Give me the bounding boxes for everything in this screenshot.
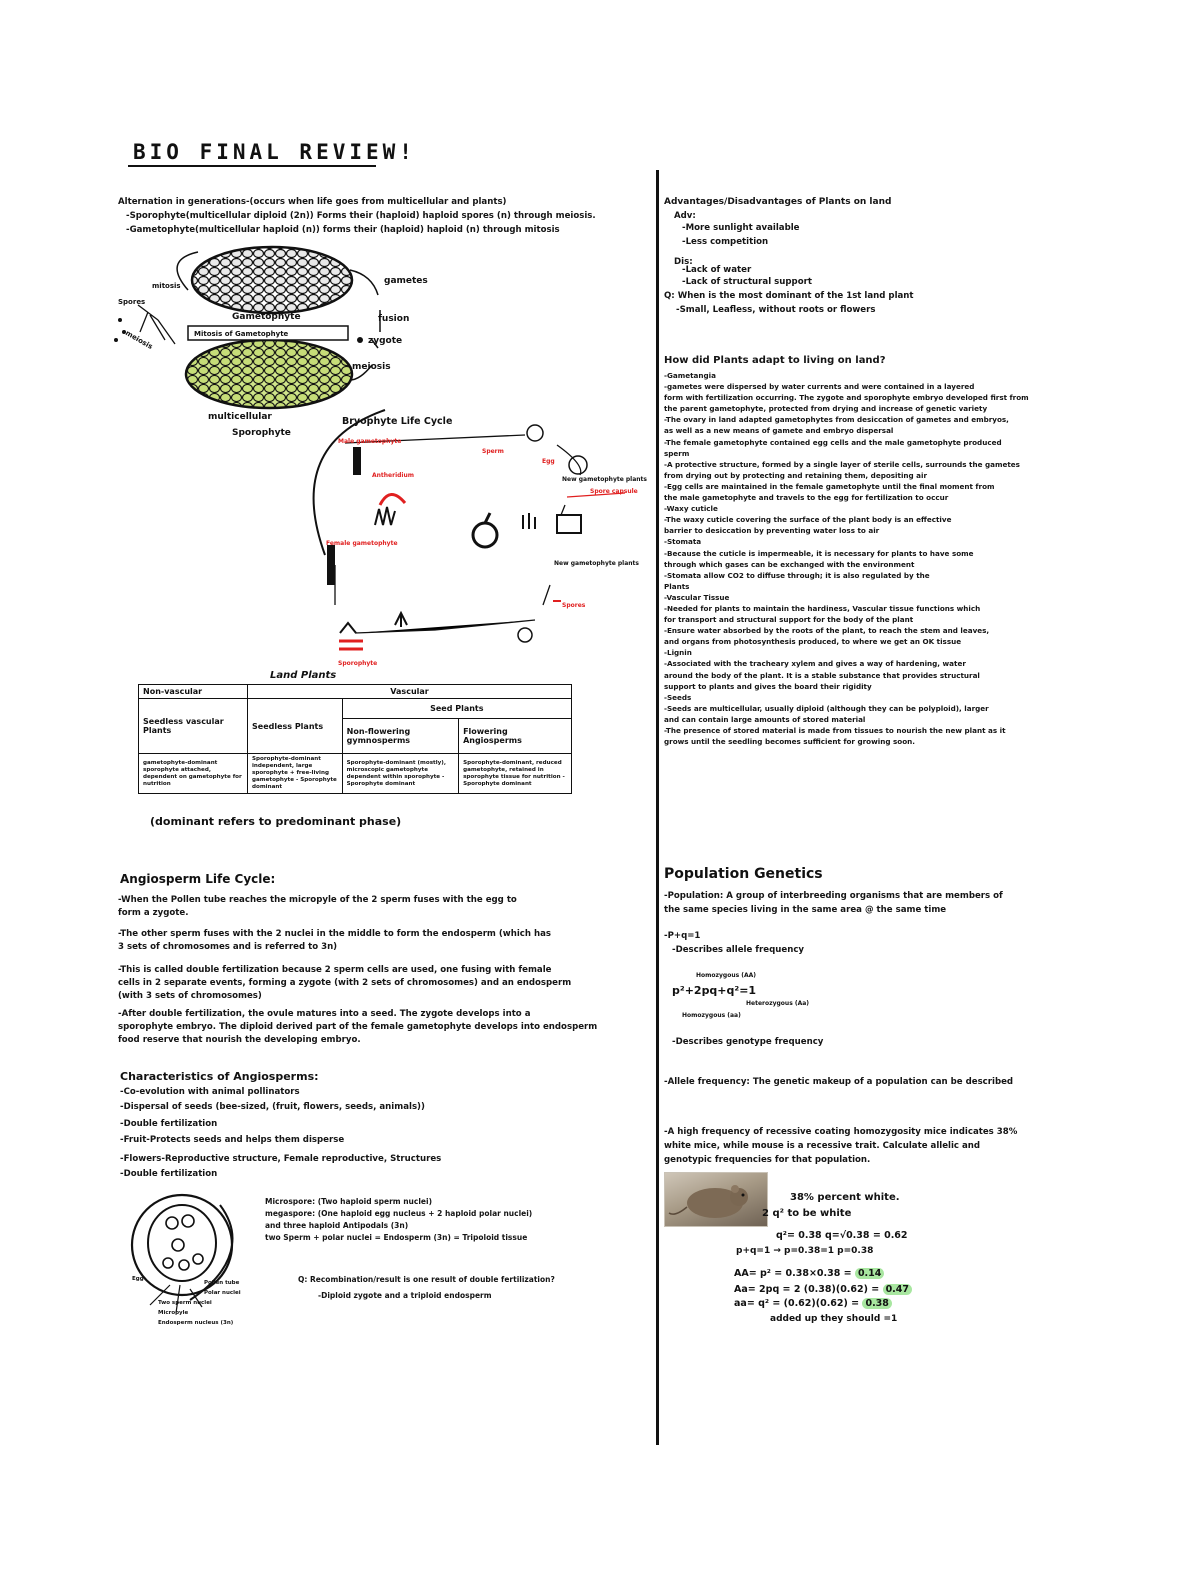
dis-label: Dis: (674, 257, 693, 267)
adapt-line: around the body of the plant. It is a stable substance that provides structural (664, 670, 980, 680)
ovule-label: Pollen tube (204, 1280, 240, 1286)
adv-question: Q: When is the most dominant of the 1st land plant (664, 291, 914, 301)
table-cell: Non-flowering gymnosperms (342, 719, 458, 754)
mouse-photo (664, 1172, 768, 1227)
sporophyte-label: Sporophyte (232, 428, 291, 438)
adv-item: -More sunlight available (682, 223, 800, 233)
popgen-genotype-freq: -Describes genotype frequency (672, 1037, 824, 1047)
adv-item: -Less competition (682, 237, 769, 247)
ovule-answer: -Diploid zygote and a triploid endosperm (318, 1291, 492, 1300)
ovule-note: megaspore: (One haploid egg nucleus + 2 haploid polar nuclei) (265, 1209, 533, 1218)
bryophyte-label: Female gametophyte (326, 540, 398, 547)
adapt-line: -The presence of stored material is made from tissues to nourish the new plant as it (664, 726, 1006, 735)
popgen-def: the same species living in the same area @ the same time (664, 905, 947, 915)
angiosperm-line: -This is called double fertilization because 2 sperm cells are used, one fusing with female (118, 965, 552, 975)
ovule-note: Microspore: (Two haploid sperm nuclei) (265, 1197, 432, 1206)
ovule-label: Endosperm nucleus (3n) (158, 1320, 234, 1326)
angiosperm-line: food reserve that nourish the developing embryo. (118, 1035, 361, 1045)
adapt-heading: How did Plants adapt to living on land? (664, 355, 886, 366)
dis-item: -Lack of water (682, 265, 752, 275)
adapt-line: -Lignin (664, 648, 692, 658)
table-header-vascular: Vascular (248, 685, 572, 699)
popgen-def: -Population: A group of interbreeding organisms that are members of (664, 891, 1003, 901)
adapt-line: as well as a new means of gamete and embryo dispersal (664, 426, 894, 436)
characteristics-line: -Double fertilization (120, 1119, 218, 1129)
table-header-seed-plants: Seed Plants (342, 699, 571, 719)
angiosperm-line: 3 sets of chromosomes and is referred to 3n) (118, 942, 338, 952)
adapt-line: Plants (664, 581, 690, 591)
work-aa-rec-text: aa= q² = (0.62)(0.62) = (734, 1298, 860, 1309)
bryophyte-label: Sporophyte (338, 660, 378, 667)
adapt-line: -Waxy cuticle (664, 504, 718, 514)
popgen-allele-freq: -Describes allele frequency (672, 945, 805, 955)
popgen-eq-right: Heterozygous (Aa) (746, 1000, 810, 1007)
bryophyte-label: New gametophyte plants (562, 476, 647, 483)
work-line: added up they should =1 (770, 1314, 898, 1324)
characteristics-line: -Dispersal of seeds (bee-sized, (fruit, flowers, seeds, animals)) (120, 1102, 425, 1112)
answer-highlight: 0.38 (862, 1298, 891, 1309)
answer-highlight: 0.47 (883, 1284, 912, 1295)
work-aa-het-text: Aa= 2pq = 2 (0.38)(0.62) = (734, 1284, 880, 1295)
adapt-line: -Seeds are multicellular, usually diploid (although they can be polyploid), larger (664, 703, 989, 713)
work-line (734, 1268, 884, 1279)
answer-highlight: 0.14 (855, 1268, 884, 1279)
popgen-pq: -P+q=1 (664, 931, 701, 941)
alternation-bullet: -Sporophyte(multicellular diploid (2n)) Forms their (haploid) haploid spores (n) through meiosis. (126, 211, 596, 221)
bryophyte-label: Sperm (482, 448, 504, 455)
popgen-problem: white mice, while mouse is a recessive trait. Calculate allelic and (664, 1141, 981, 1151)
popgen-allele-def: -Allele frequency: The genetic makeup of a population can be described (664, 1077, 1014, 1087)
adapt-line: -Vascular Tissue (664, 592, 730, 602)
fusion-label: fusion (378, 314, 410, 324)
table-note: (dominant refers to predominant phase) (150, 815, 402, 828)
popgen-problem: genotypic frequencies for that population. (664, 1155, 871, 1165)
adv-label: Adv: (674, 211, 696, 221)
work-aa-text: AA= p² = 0.38×0.38 = (734, 1268, 852, 1279)
adapt-line: support to plants and gives the board their rigidity (664, 681, 872, 691)
alternation-heading: Alternation in generations-(occurs when life goes from multicellular and plants) (118, 197, 507, 207)
ovule-note: and three haploid Antipodals (3n) (265, 1221, 409, 1230)
title-underline (128, 165, 376, 167)
work-line: p+q=1 → p=0.38=1 p=0.38 (736, 1246, 874, 1256)
adapt-line: the parent gametophyte, protected from drying and increase of genetic variety (664, 404, 988, 414)
table-cell: Seedless Plants (248, 699, 343, 754)
characteristics-line: -Fruit-Protects seeds and helps them disperse (120, 1135, 345, 1145)
characteristics-heading: Characteristics of Angiosperms: (120, 1070, 319, 1083)
characteristics-line: -Flowers-Reproductive structure, Female reproductive, Structures (120, 1154, 442, 1164)
adapt-line: -Because the cuticle is impermeable, it is necessary for plants to have some (664, 548, 974, 558)
popgen-equation: p²+2pq+q²=1 (672, 984, 757, 997)
adapt-line: -Ensure water absorbed by the roots of the plant, to reach the stem and leaves, (664, 626, 990, 636)
meiosis-right-label: meiosis (352, 362, 391, 372)
adapt-line: -The female gametophyte contained egg cells and the male gametophyte produced (664, 437, 1002, 447)
work-line: 38% percent white. (790, 1192, 900, 1203)
adapt-list (664, 370, 1084, 747)
work-line (734, 1298, 892, 1309)
ovule-label: Two sperm nuclei (158, 1300, 212, 1306)
table-cell: Seedless vascular Plants (139, 699, 248, 754)
adapt-line: for transport and structural support for the body of the plant (664, 615, 914, 625)
table-row-cell: Sporophyte-dominant independent, large sporophyte + free-living gametophyte - Sporophyte dominant (248, 754, 343, 794)
multicellular-label: multicellular (208, 412, 272, 422)
mitosis-label: mitosis (152, 282, 181, 290)
spores-label: Spores (118, 298, 146, 306)
adapt-line: -Seeds (664, 692, 692, 702)
land-plants-caption: Land Plants (270, 670, 337, 681)
page-title: BIO FINAL REVIEW! (133, 140, 416, 164)
angiosperm-line: (with 3 sets of chromosomes) (118, 991, 262, 1001)
adv-answer: -Small, Leafless, without roots or flowers (676, 305, 876, 315)
adapt-line: and organs from photosynthesis produced, to where we get an OK tissue (664, 637, 962, 647)
work-line: q²= 0.38 q=√0.38 = 0.62 (776, 1230, 908, 1241)
popgen-problem: -A high frequency of recessive coating homozygosity mice indicates 38% (664, 1127, 1018, 1137)
adapt-line: -The ovary in land adapted gametophytes from desiccation of gametes and embryos, (664, 415, 1009, 425)
angiosperm-heading: Angiosperm Life Cycle: (120, 872, 276, 886)
mitosis-box-label: Mitosis of Gametophyte (194, 330, 289, 338)
ovule-note: two Sperm + polar nuclei = Endosperm (3n) = Tripoloid tissue (265, 1233, 528, 1242)
bryophyte-title: Bryophyte Life Cycle (342, 416, 453, 427)
table-header-non-vascular: Non-vascular (139, 685, 248, 699)
angiosperm-line: -When the Pollen tube reaches the micropyle of the 2 sperm fuses with the egg to (118, 895, 517, 905)
ovule-label: Egg (132, 1276, 144, 1282)
work-line: 2 q² to be white (762, 1208, 852, 1219)
bryophyte-label: Antheridium (372, 472, 415, 479)
characteristics-line: -Co-evolution with animal pollinators (120, 1087, 300, 1097)
table-row-cell: Sporophyte-dominant, reduced gametophyte, retained in sporophyte tissue for nutrition - Sporophyte dominant (459, 754, 572, 794)
adapt-line: sperm (664, 448, 690, 458)
adapt-line: grows until the seedling becomes sufficient for growing soon. (664, 737, 915, 747)
adapt-line: -A protective structure, formed by a single layer of sterile cells, surrounds the gametes (664, 459, 1020, 469)
ovule-question: Q: Recombination/result is one result of double fertilization? (298, 1275, 555, 1284)
adapt-line: from drying out by protecting and retaining them, depositing air (664, 470, 928, 480)
angiosperm-line: cells in 2 separate events, forming a zygote (with 2 sets of chromosomes) and an endosperm (118, 978, 572, 988)
ovule-label: Polar nuclei (204, 1290, 241, 1296)
zygote-label: zygote (368, 336, 403, 346)
adv-heading: Advantages/Disadvantages of Plants on land (664, 197, 892, 207)
adapt-line: -The waxy cuticle covering the surface of the plant body is an effective (664, 515, 952, 525)
gametophyte-label: Gametophyte (232, 312, 301, 322)
meiosis-left-label: meiosis (124, 329, 154, 351)
popgen-heading: Population Genetics (664, 866, 823, 882)
work-line (734, 1284, 912, 1295)
ovule-diagram (120, 1185, 280, 1330)
ovule-label: Micropyle (158, 1310, 189, 1316)
popgen-eq-bottom: Homozygous (aa) (682, 1012, 741, 1019)
adapt-line: -Needed for plants to maintain the hardiness, Vascular tissue functions which (664, 603, 981, 613)
adapt-line: barrier to desiccation by preventing water loss to air (664, 526, 880, 536)
adapt-line: -Gametangia (664, 371, 716, 380)
dis-item: -Lack of structural support (682, 277, 812, 287)
adapt-line: -Associated with the tracheary xylem and gives a way of hardening, water (664, 659, 966, 669)
bryophyte-label: Spore capsule (590, 488, 638, 495)
characteristics-line: -Double fertilization (120, 1169, 218, 1179)
column-divider (656, 170, 659, 1445)
angiosperm-line: form a zygote. (118, 908, 189, 918)
adapt-line: through which gases can be exchanged with the environment (664, 559, 915, 569)
angiosperm-line: -The other sperm fuses with the 2 nuclei in the middle to form the endosperm (which has (118, 929, 552, 939)
table-row-cell: Sporophyte-dominant (mostly), microscopic gametophyte dependent within sporophyte - Sporophyte dominant (342, 754, 458, 794)
mouse-image (665, 1173, 767, 1226)
adapt-line: -Stomata (664, 537, 702, 547)
bryophyte-label: Egg (542, 458, 555, 465)
adapt-line: and can contain large amounts of stored material (664, 714, 866, 724)
gametes-label: gametes (384, 276, 428, 286)
bryophyte-label: New gametophyte plants (554, 560, 639, 567)
adapt-line: form with fertilization occurring. The zygote and sporophyte embryo developed first from (664, 393, 1029, 403)
bryophyte-label: Spores (562, 602, 586, 609)
adapt-line: -Egg cells are maintained in the female gametophyte until the final moment from (664, 481, 995, 491)
alternation-bullet: -Gametophyte(multicellular haploid (n)) forms their (haploid) haploid (n) through mitosis (126, 225, 560, 235)
adapt-line: -gametes were dispersed by water currents and were contained in a layered (664, 382, 975, 392)
table-row-cell: gametophyte-dominant sporophyte attached, dependent on gametophyte for nutrition (139, 754, 248, 794)
bryophyte-label: Male gametophyte (338, 438, 402, 445)
land-plants-table (138, 684, 572, 794)
table-cell: Flowering Angiosperms (459, 719, 572, 754)
adapt-line: the male gametophyte and travels to the egg for fertilization to occur (664, 493, 949, 503)
angiosperm-line: -After double fertilization, the ovule matures into a seed. The zygote develops into a (118, 1009, 531, 1019)
adapt-line: -Stomata allow CO2 to diffuse through; it is also regulated by the (664, 570, 930, 580)
angiosperm-line: sporophyte embryo. The diploid derived part of the female gametophyte develops into endosperm (118, 1022, 598, 1032)
popgen-eq-top: Homozygous (AA) (696, 972, 757, 979)
